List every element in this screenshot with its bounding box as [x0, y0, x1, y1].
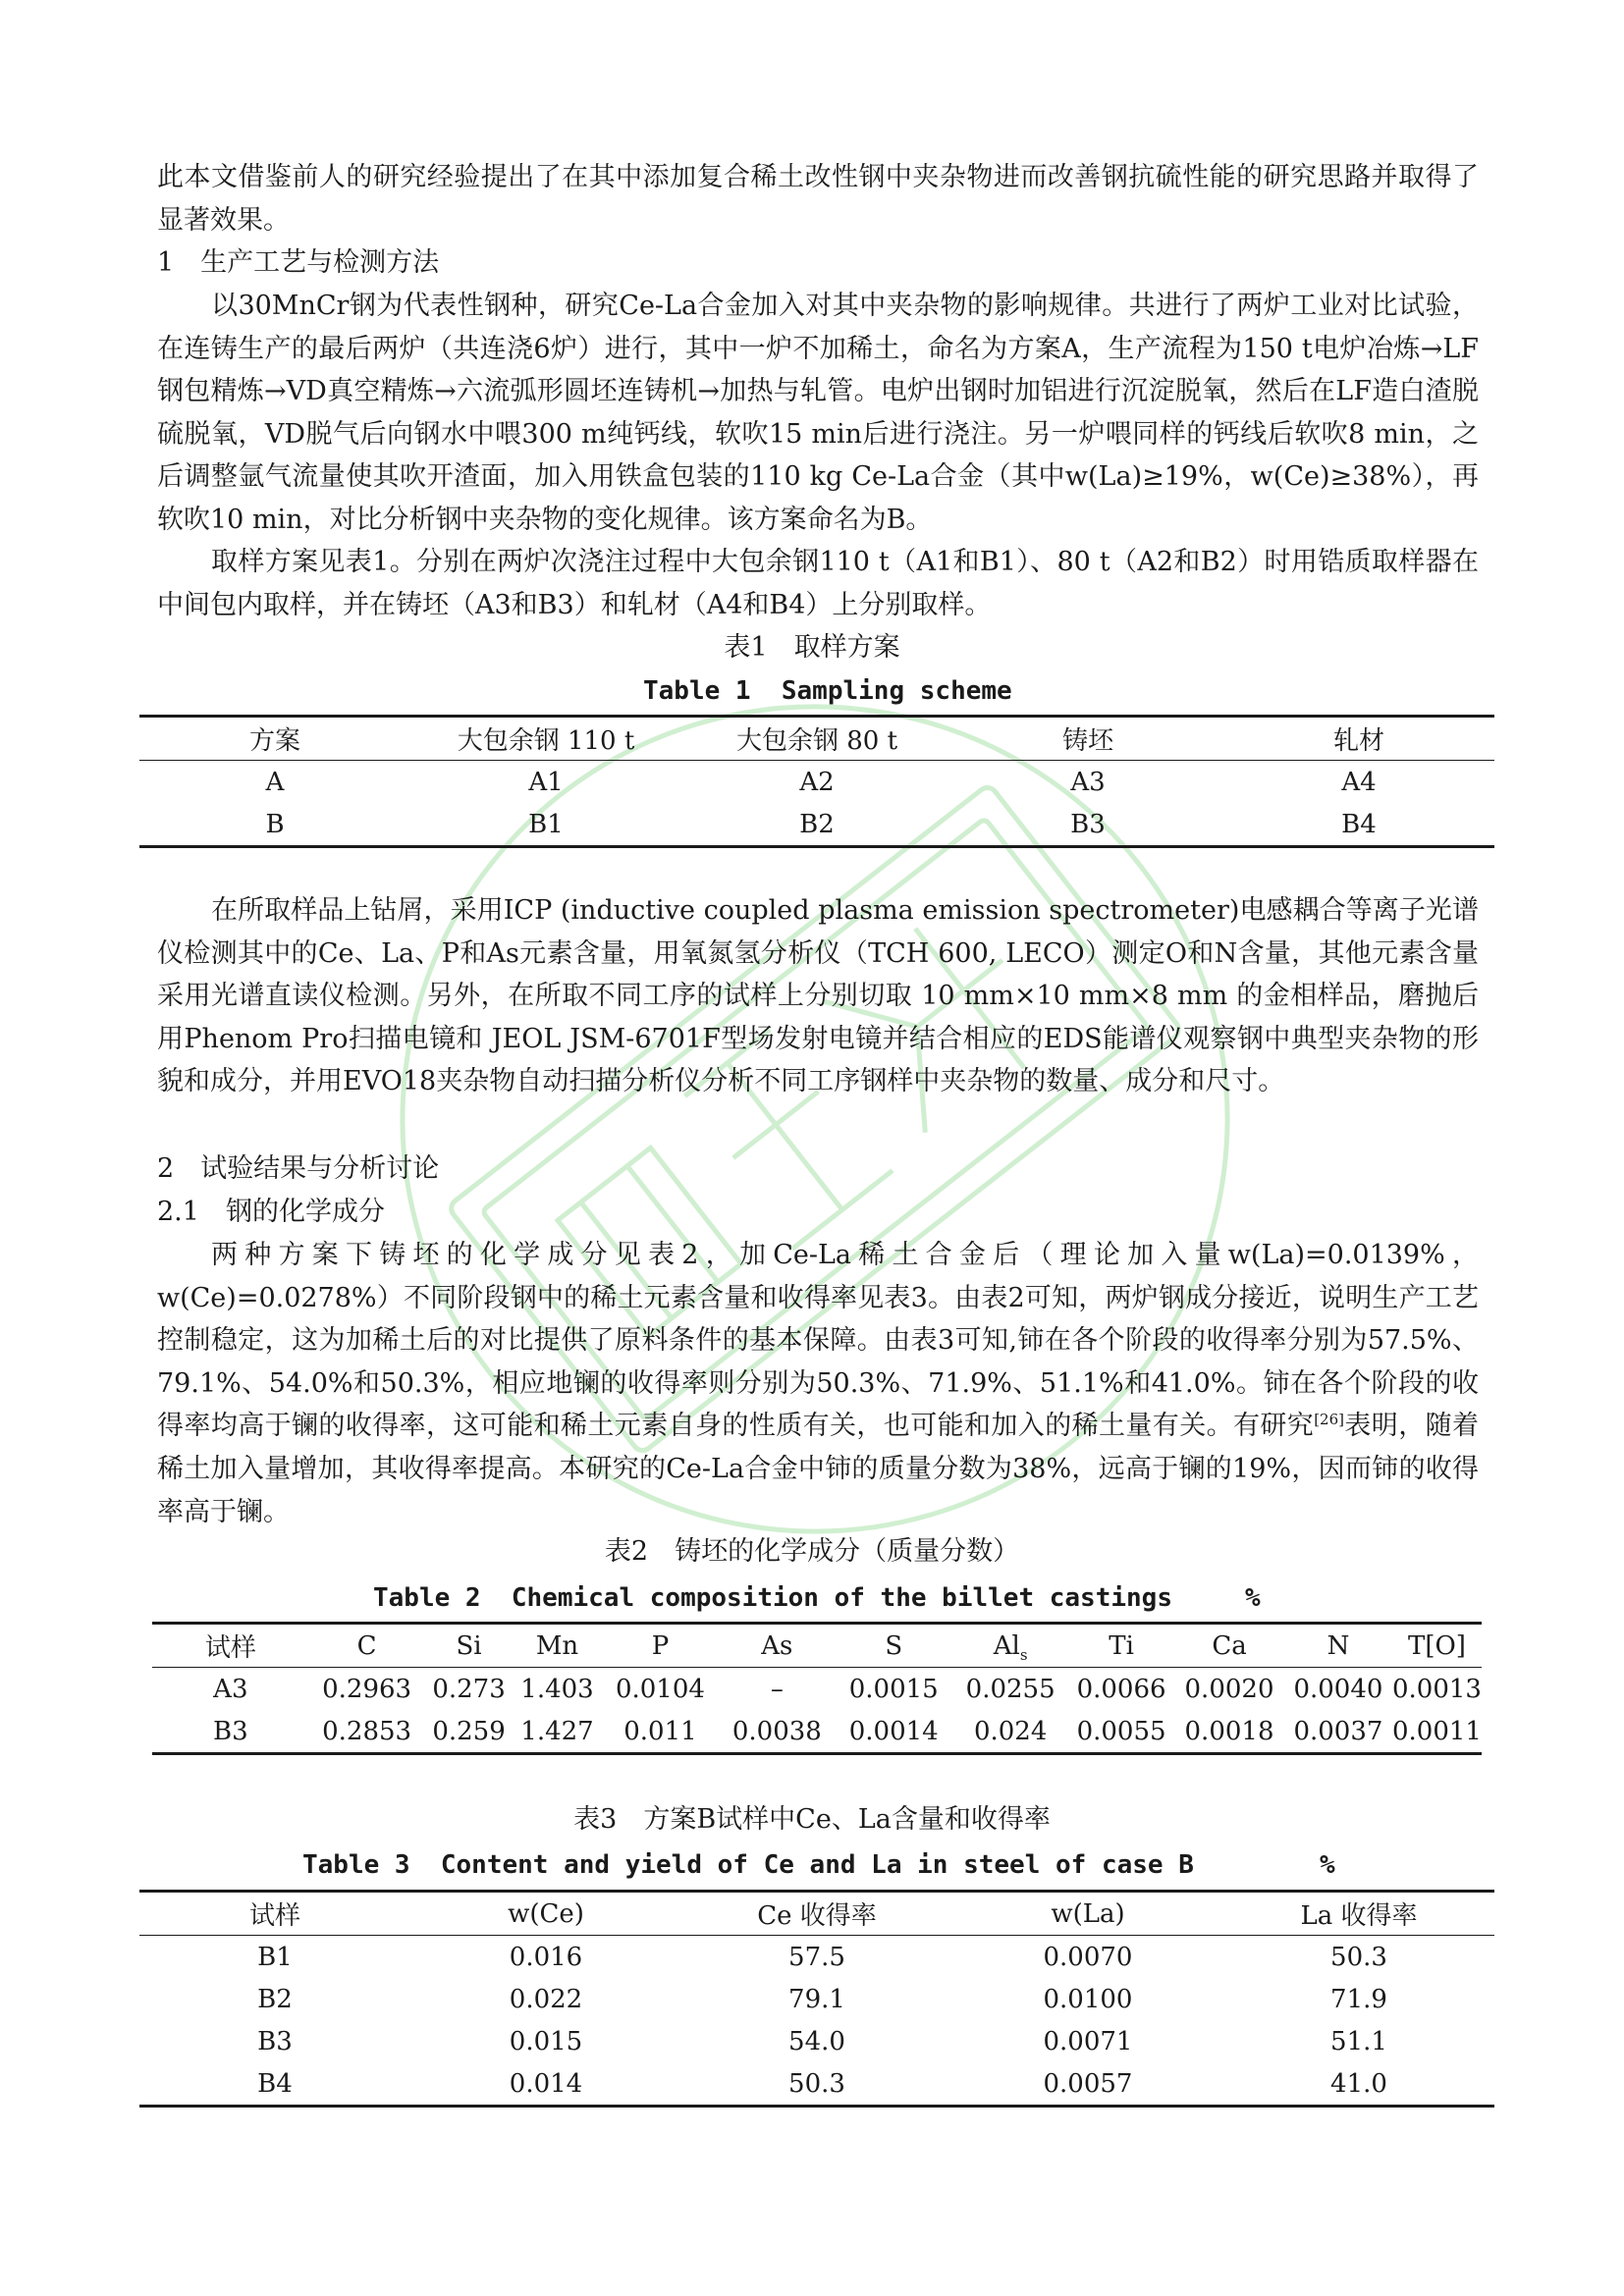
- table-cell: B3: [257, 2026, 293, 2056]
- table-cell: 0.0018: [1174, 1710, 1284, 1754]
- table-cell: 0.024: [952, 1710, 1068, 1754]
- table-cell: A3: [1070, 767, 1106, 797]
- table-cell: 50.3: [681, 2062, 952, 2107]
- table-cell: 0.0038: [719, 1710, 835, 1754]
- table-cell: 0.259: [425, 1710, 514, 1754]
- table-cell: 0.015: [509, 2026, 583, 2056]
- table3-header: w(Ce): [410, 1892, 681, 1936]
- table-cell: 1.427: [514, 1710, 602, 1754]
- table-cell: 41.0: [1223, 2062, 1494, 2107]
- table-cell: B2: [257, 1984, 293, 2014]
- table-cell: 0.2853: [309, 1710, 425, 1754]
- table-cell: –: [770, 1674, 784, 1704]
- table3-header-row: [139, 1892, 1494, 1936]
- table2-header: As: [719, 1624, 835, 1668]
- table1-header-row: [139, 717, 1494, 761]
- section-2-1-heading: 2.1 钢的化学成分: [157, 1197, 385, 1227]
- table-cell: B3: [152, 1710, 309, 1754]
- table-row: [152, 1668, 1482, 1711]
- table3-header: La 收得率: [1223, 1892, 1494, 1936]
- table2-header: 试样: [152, 1624, 309, 1668]
- table2-header: Ti: [1068, 1624, 1174, 1668]
- table-cell: 0.011: [601, 1710, 719, 1754]
- table2-header: P: [601, 1624, 719, 1668]
- table2-header: S: [835, 1624, 952, 1668]
- table-cell: 0.0255: [965, 1674, 1056, 1704]
- table-cell: 0.0057: [952, 2062, 1223, 2107]
- table-cell: B3: [952, 803, 1223, 847]
- table-row: [139, 1936, 1494, 1979]
- methods-paragraph: 在所取样品上钻屑，采用ICP (inductive coupled plasma emission spectrometer)电感耦合等离子光谱仪检测其中的Ce、La、P和As元素含量，用氧氮氢分析仪（TCH 600, LECO）测定O和N含量，其他元素含量采用光谱直读仪检测。另外，在所取不同工序的试样上分别切取 10 mm×10 mm×8 mm 的金相样品，磨抛后用Phenom Pro扫描电镜和 JEOL JSM-6701F型场发射电镜并结合相应的EDS能谱仪观察钢中典型夹杂物的形貌和成分，并用EVO18夹杂物自动扫描分析仪分析不同工序钢样中夹杂物的数量、成分和尺寸。: [157, 895, 1479, 1097]
- table-cell: 0.0015: [848, 1674, 939, 1704]
- table-cell: B2: [681, 803, 952, 847]
- table2-header-al-sub: s: [1019, 1645, 1028, 1664]
- table-cell: A3: [213, 1674, 248, 1704]
- table1-caption-en: Table 1 Sampling scheme: [643, 676, 1012, 706]
- table2-header-row: [152, 1624, 1482, 1668]
- table-cell: 0.0014: [835, 1710, 952, 1754]
- table-row: [139, 803, 1494, 847]
- table-cell: 0.0071: [1043, 2026, 1133, 2056]
- table2-chemical-composition: [152, 1622, 1482, 1755]
- table-cell: 0.0100: [1043, 1984, 1133, 2014]
- process-paragraph: 以30MnCr钢为代表性钢种，研究Ce-La合金加入对其中夹杂物的影响规律。共进行了两炉工业对比试验，在连铸生产的最后两炉（共连浇6炉）进行，其中一炉不加稀土，命名为方案A，生产流程为150 t电炉冶炼→LF钢包精炼→VD真空精炼→六流弧形圆坯连铸机→加热与轧管。电炉出钢时加铝进行沉淀脱氧，然后在LF造白渣脱硫脱氧，VD脱气后向钢水中喂300 m纯钙线，软吹15 min后进行浇注。另一炉喂同样的钙线后软吹8 min，之后调整氩气流量使其吹开渣面，加入用铁盒包装的110 kg Ce-La合金（其中w(La)≥19%，w(Ce)≥38%），再软吹10 min，对比分析钢中夹杂物的变化规律。该方案命名为B。: [157, 291, 1479, 535]
- reference-citation: [26]: [1314, 1411, 1344, 1429]
- table2-header-al: Al: [993, 1630, 1020, 1661]
- table1-sampling-scheme: [139, 715, 1494, 848]
- chemistry-text-a: 两种方案下铸坯的化学成分见表2，加Ce-La稀土合金后（理论加入量w(La)=0.0139%，w(Ce)=0.0278%）不同阶段钢中的稀土元素含量和收得率见表3。由表2可知，两炉钢成分接近，说明生产工艺控制稳定，这为加稀土后的对比提供了原料条件的基本保障。由表3可知,铈在各个阶段的收得率分别为57.5%、79.1%、54.0%和50.3%，相应地镧的收得率则分别为50.3%、71.9%、51.1%和41.0%。铈在各个阶段的收得率均高于镧的收得率，这可能和稀土元素自身的性质有关，也可能和加入的稀土量有关。有研究: [157, 1240, 1479, 1442]
- table-cell: A4: [1341, 767, 1377, 797]
- table1-header: 方案: [139, 717, 410, 761]
- table1-header: 轧材: [1223, 717, 1494, 761]
- table-cell: 51.1: [1330, 2026, 1387, 2056]
- table-cell: 0.0011: [1392, 1710, 1482, 1754]
- table-row: [139, 1978, 1494, 2020]
- table3-caption-en: Table 3 Content and yield of Ce and La in steel of case B: [302, 1850, 1194, 1880]
- table-cell: 54.0: [788, 2026, 845, 2056]
- table-cell: 0.0104: [615, 1674, 705, 1704]
- sampling-paragraph: 取样方案见表1。分别在两炉次浇注过程中大包余钢110 t（A1和B1）、80 t（A2和B2）时用锆质取样器在中间包内取样，并在铸坯（A3和B3）和轧材（A4和B4）上分别取样。: [157, 547, 1479, 620]
- table3-header: 试样: [139, 1892, 410, 1936]
- table-cell: 0.014: [410, 2062, 681, 2107]
- table-cell: 0.022: [509, 1984, 583, 2014]
- table1-header: 铸坯: [952, 717, 1223, 761]
- table3-unit: %: [1320, 1850, 1335, 1880]
- table-cell: A: [265, 767, 285, 797]
- table-cell: 1.403: [520, 1674, 594, 1704]
- table-row: [139, 2062, 1494, 2107]
- table-cell: A1: [528, 767, 564, 797]
- table2-caption-en: Table 2 Chemical composition of the billet castings: [373, 1583, 1172, 1613]
- table-cell: 57.5: [788, 1942, 845, 1972]
- table-cell: A2: [799, 767, 835, 797]
- table-cell: 50.3: [1330, 1942, 1387, 1972]
- table-cell: B4: [139, 2062, 410, 2107]
- table2-header: Mn: [514, 1624, 602, 1668]
- table-cell: 0.0070: [1043, 1942, 1133, 1972]
- table2-header: [952, 1624, 1068, 1668]
- table1-header: 大包余钢 80 t: [681, 717, 952, 761]
- table2-header: C: [309, 1624, 425, 1668]
- table-cell: 71.9: [1330, 1984, 1387, 2014]
- table2-unit: %: [1245, 1583, 1261, 1613]
- table3-header: w(La): [952, 1892, 1223, 1936]
- section-1-heading: 1 生产工艺与检测方法: [157, 247, 440, 278]
- table2-caption-cn: 表2 铸坯的化学成分（质量分数）: [604, 1536, 1020, 1567]
- chemistry-paragraph: [157, 1234, 1479, 1533]
- table2-header: N: [1284, 1624, 1392, 1668]
- table-cell: 0.0020: [1184, 1674, 1274, 1704]
- table-cell: 0.273: [432, 1674, 506, 1704]
- table-cell: 0.0037: [1284, 1710, 1392, 1754]
- table-cell: 0.0055: [1068, 1710, 1174, 1754]
- table-cell: 0.2963: [322, 1674, 412, 1704]
- table-row: [152, 1710, 1482, 1754]
- table3-caption-cn: 表3 方案B试样中Ce、La含量和收得率: [573, 1804, 1051, 1835]
- table-cell: 79.1: [788, 1984, 845, 2014]
- table1-caption-cn: 表1 取样方案: [724, 632, 900, 663]
- table-cell: B1: [257, 1942, 293, 1972]
- table-row: [139, 2020, 1494, 2062]
- table-cell: B: [139, 803, 410, 847]
- table-cell: B4: [1223, 803, 1494, 847]
- table-cell: 0.0040: [1293, 1674, 1383, 1704]
- table3-header: Ce 收得率: [681, 1892, 952, 1936]
- table3-ce-la-content-yield: [139, 1890, 1494, 2108]
- table-cell: 0.016: [509, 1942, 583, 1972]
- section-2-heading: 2 试验结果与分析讨论: [157, 1153, 440, 1184]
- intro-paragraph-continuation: 此本文借鉴前人的研究经验提出了在其中添加复合稀土改性钢中夹杂物进而改善钢抗硫性能的研究思路并取得了显著效果。: [157, 162, 1479, 236]
- table-cell: 0.0066: [1076, 1674, 1166, 1704]
- table-cell: B1: [410, 803, 681, 847]
- table2-header: T[O]: [1392, 1624, 1482, 1668]
- table2-header: Ca: [1174, 1624, 1284, 1668]
- table2-header: Si: [425, 1624, 514, 1668]
- table1-header: 大包余钢 110 t: [410, 717, 681, 761]
- chemistry-text-b: 表明，随着稀土加入量增加，其收得率提高。本研究的Ce-La合金中铈的质量分数为38%，远高于镧的19%，因而铈的收得率高于镧。: [157, 1411, 1480, 1527]
- table-cell: 0.0013: [1391, 1674, 1482, 1704]
- table-row: [139, 761, 1494, 804]
